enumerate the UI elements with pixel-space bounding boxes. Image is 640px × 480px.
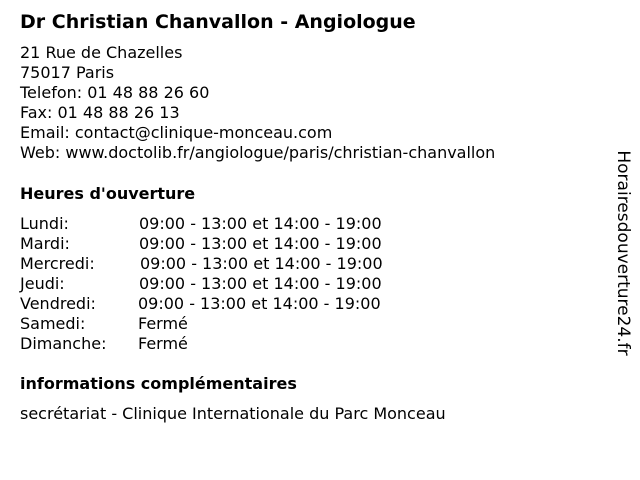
hours-day: Dimanche: [20, 334, 107, 353]
address-city: 75017 Paris [20, 63, 115, 82]
hours-day: Mardi: [20, 234, 70, 253]
hours-time: 09:00 - 13:00 et 14:00 - 19:00 [140, 254, 383, 273]
hours-time: 09:00 - 13:00 et 14:00 - 19:00 [138, 294, 381, 313]
hours-time: Fermé [138, 314, 188, 333]
contact-block [20, 43, 495, 163]
hours-time: Fermé [138, 334, 188, 353]
hours-time: 09:00 - 13:00 et 14:00 - 19:00 [139, 274, 382, 293]
phone-line: Telefon: 01 48 88 26 60 [20, 83, 210, 102]
email-line: Email: contact@clinique-monceau.com [20, 123, 333, 142]
web-line: Web: www.doctolib.fr/angiologue/paris/christian-chanvallon [20, 143, 496, 162]
fax-line: Fax: 01 48 88 26 13 [20, 103, 180, 122]
hours-heading: Heures d'ouverture [20, 184, 196, 203]
info-heading: informations complémentaires [20, 374, 297, 393]
hours-day: Vendredi: [20, 294, 96, 313]
hours-time: 09:00 - 13:00 et 14:00 - 19:00 [139, 234, 382, 253]
hours-time: 09:00 - 13:00 et 14:00 - 19:00 [139, 214, 382, 233]
hours-day: Jeudi: [20, 274, 65, 293]
page-title: Dr Christian Chanvallon - Angiologue [20, 11, 416, 33]
hours-day: Mercredi: [20, 254, 95, 273]
info-text: secrétariat - Clinique Internationale du Parc Monceau [20, 404, 446, 423]
address-street: 21 Rue de Chazelles [20, 43, 183, 62]
site-watermark: Horairesdouverture24.fr [613, 150, 633, 356]
hours-day: Lundi: [20, 214, 69, 233]
hours-day: Samedi: [20, 314, 86, 333]
